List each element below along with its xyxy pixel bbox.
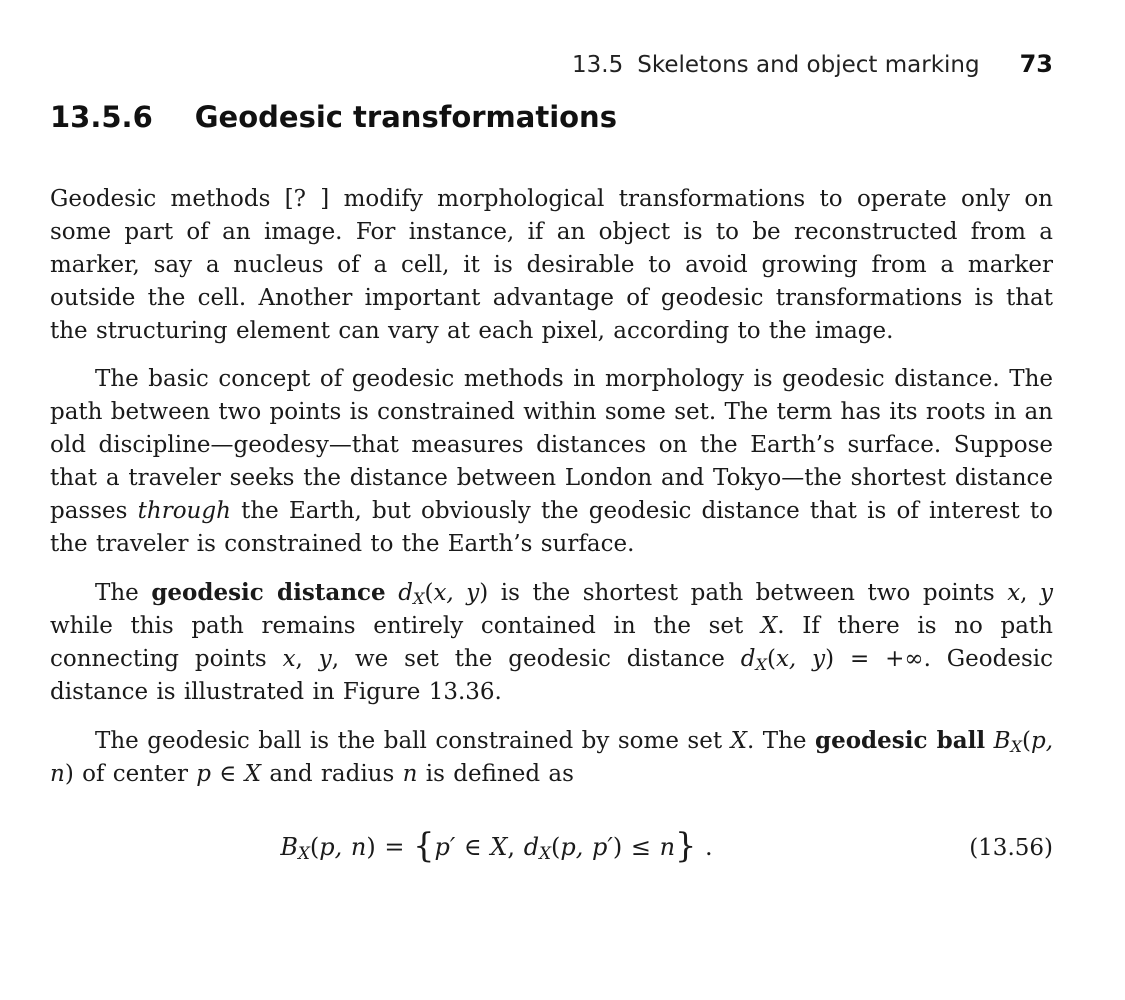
section-heading-title: Geodesic transformations: [194, 100, 617, 134]
section-heading-number: 13.5.6: [50, 100, 153, 134]
paragraph-basic-concept: The basic concept of geodesic methods in morphology is geodesic distance. The path between two points is constrained within some set. The term has its roots in an old discipline—geodesy—that measures distances on the Earth’s surface. Suppose that a traveler seeks the distance between London and Tokyo—the shortest distance passes through the Earth, but obviously the geodesic distance that is of interest to the traveler is constrained to the Earth’s surface.: [50, 366, 1053, 557]
page-number: 73: [1019, 50, 1053, 78]
equation-number: (13.56): [969, 835, 1053, 861]
paragraph-geodesic-distance: The geodesic distance $d_X(x$, y) is the shortest path between two points x, y while this path remains entirely contained in the set X. If there is no path connecting points x, y, we set the geodesic distance $d_X(x$, y) = +∞. Geodesic distance is illustrated in Figure 13.36.: [50, 579, 1054, 705]
running-header-section-title: Skeletons and object marking: [637, 52, 980, 78]
running-header-section-number: 13.5: [572, 52, 624, 78]
paragraph-geodesic-ball: The geodesic ball is the ball constrained by some set X. The geodesic ball $B_X(p$, n) of center p ∈ X and radius n is defined as: [50, 727, 1054, 787]
equation-body: $B_X(p$, n) = {p′ ∈ X, $d_X(p$, p′) ≤ n} .: [280, 826, 713, 866]
running-header: [50, 50, 1053, 78]
section-heading: [50, 100, 617, 134]
paragraph-geodesic-methods: Geodesic methods [? ] modify morphological transformations to operate only on some part of an image. For instance, if an object is to be reconstructed from a marker, say a nucleus of a cell, it is desirable to avoid growing from a marker outside the cell. Another important advantage of geodesic transformations is that the structuring element can vary at each pixel, according to the image.: [50, 186, 1053, 344]
equation-row: [50, 826, 1053, 866]
body-text: [50, 183, 1053, 864]
